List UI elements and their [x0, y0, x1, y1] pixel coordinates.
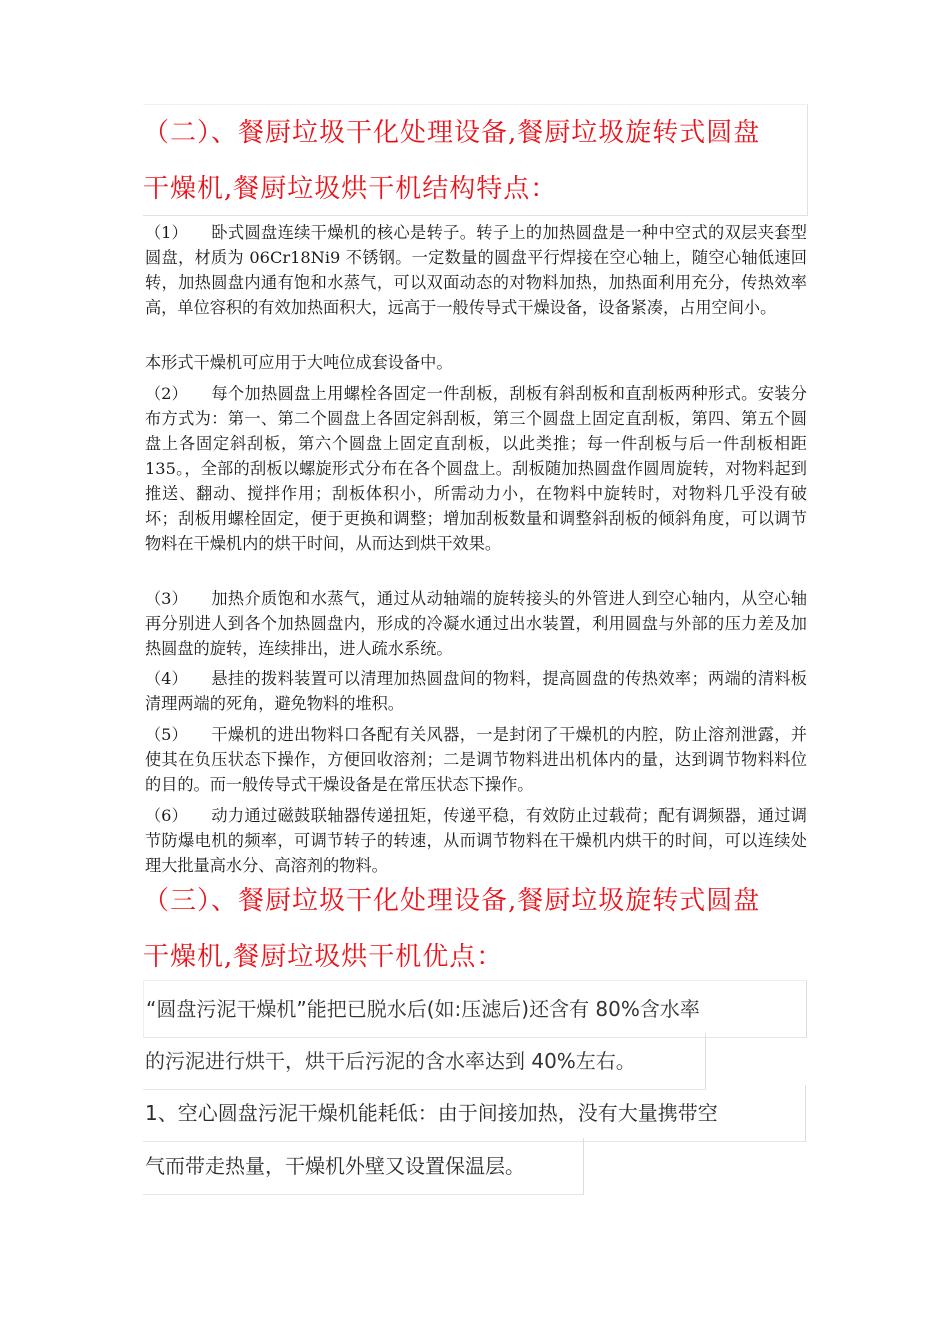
item-5-number: （5）	[145, 725, 188, 744]
item-6-text: 动力通过磁鼓联轴器传递扭矩，传递平稳，有效防止过载荷；配有调频器，通过调节防爆电机的频率，可调节转子的转速，从而调节物料在干燥机内烘干的时间，可以连续处理大批量高水分、高溶剂的物料。	[145, 806, 807, 875]
item-5-text: 干燥机的进出物料口各配有关风器，一是封闭了干燥机的内腔，防止溶剂泄露，并使其在负压状态下操作，方便回收溶剂；二是调节物料进出机体内的量，达到调节物料料位的目的。而一般传导式干燥设备是在常压状态下操作。	[145, 725, 807, 794]
item-5	[145, 722, 807, 797]
item-4-text: 悬挂的拨料装置可以清理加热圆盘间的物料，提高圆盘的传热效率；两端的清料板清理两端的死角，避免物料的堆积。	[145, 669, 807, 713]
heading-3-line-1: （三）、餐厨垃圾干化处理设备,餐厨垃圾旋转式圆盘	[143, 886, 761, 916]
item-2-number: （2）	[145, 384, 188, 403]
section-heading-2	[143, 104, 808, 216]
item-2	[145, 381, 807, 556]
item-1-number: （1）	[145, 223, 188, 242]
item-3-text: 加热介质饱和水蒸气，通过从动轴端的旋转接头的外管进人到空心轴内，从空心轴再分别进人到各个加热圆盘内，形成的冷凝水通过出水装置，利用圆盘与外部的压力差及加热圆盘的旋转，连续排出，进人疏水系统。	[145, 589, 807, 658]
section-heading-3	[143, 873, 807, 985]
heading-3-line-2: 干燥机,餐厨垃圾烘干机优点：	[143, 942, 504, 972]
item-3-number: （3）	[145, 589, 188, 608]
item-1-text: 卧式圆盘连续干燥机的核心是转子。转子上的加热圆盘是一种中空式的双层夹套型圆盘，材质为 06Cr18Ni9 不锈钢。一定数量的圆盘平行焊接在空心轴上，随空心轴低速回转，加热圆盘内通有饱和水蒸气，可以双面动态的对物料加热，加热面利用充分，传热效率高，单位容积的有效加热面积大，远高于一般传导式干燥设备，设备紧凑，占用空间小。	[145, 223, 807, 317]
item-note-text: 本形式干燥机可应用于大吨位成套设备中。	[145, 353, 453, 372]
item-6	[145, 803, 807, 878]
advantages-point-1-line-1: 1、空心圆盘污泥干燥机能耗低：由于间接加热，没有大量携带空	[143, 1085, 806, 1142]
item-4-number: （4）	[145, 669, 188, 688]
heading-2-line-2: 干燥机,餐厨垃圾烘干机结构特点：	[143, 174, 558, 204]
item-note	[145, 350, 807, 375]
item-1	[145, 220, 807, 320]
advantages-intro-line-2: 的污泥进行烘干，烘干后污泥的含水率达到 40%左右。	[143, 1033, 706, 1090]
heading-2-line-1: （二）、餐厨垃圾干化处理设备,餐厨垃圾旋转式圆盘	[143, 118, 761, 148]
advantages-point-1-line-2: 气而带走热量，干燥机外壁又设置保温层。	[143, 1138, 584, 1195]
item-4	[145, 666, 807, 716]
advantages-intro-line-1: “圆盘污泥干燥机”能把已脱水后(如:压滤后)还含有 80%含水率	[143, 980, 807, 1038]
item-3	[145, 586, 807, 661]
item-6-number: （6）	[145, 806, 188, 825]
item-2-text: 每个加热圆盘上用螺栓各固定一件刮板，刮板有斜刮板和直刮板两种形式。安装分布方式为：第一、第二个圆盘上各固定斜刮板，第三个圆盘上固定直刮板，第四、第五个圆盘上各固定斜刮板，第六个圆盘上固定直刮板，以此类推；每一件刮板与后一件刮板相距 135。，全部的刮板以螺旋形式分布在各个圆盘上。刮板随加热圆盘作圆周旋转，对物料起到推送、翻动、搅拌作用；刮板体积小，所需动力小，在物料中旋转时，对物料几乎没有破坏；刮板用螺栓固定，便于更换和调整；增加刮板数量和调整斜刮板的倾斜角度，可以调节物料在干燥机内的烘干时间，从而达到烘干效果。	[145, 384, 807, 553]
